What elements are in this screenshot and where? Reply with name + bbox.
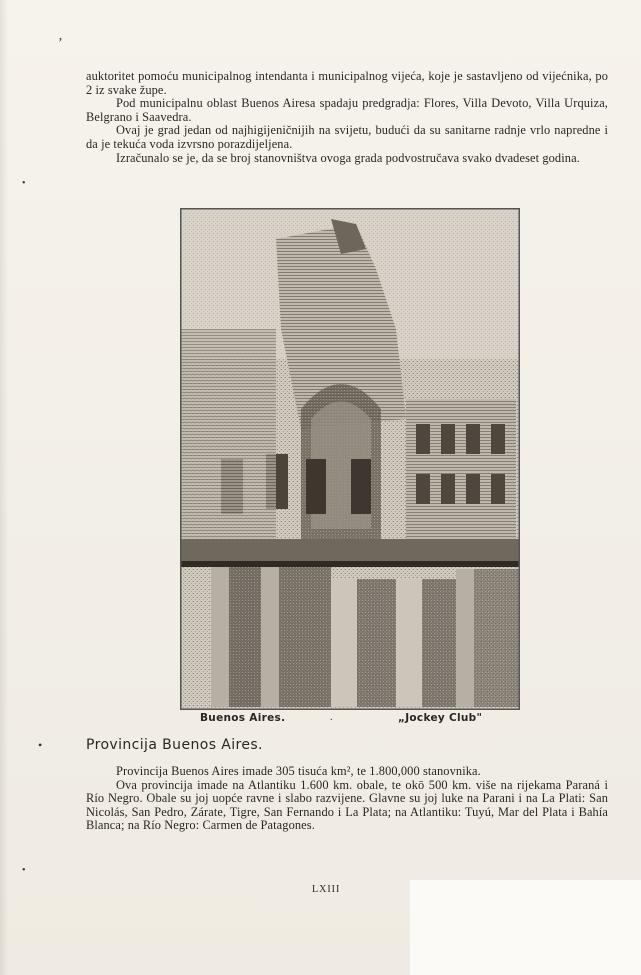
jockey-club-photo	[180, 208, 520, 710]
margin-bullet: •	[38, 738, 43, 752]
top-text-block	[86, 70, 608, 165]
blank-paper-patch	[410, 880, 641, 975]
paragraph: Pod municipalnu oblast Buenos Airesa spadaju predgradja: Flores, Villa Devoto, Villa Urquiza, Belgrano i Saavedra.	[86, 96, 608, 124]
page-number: LXIII	[312, 884, 341, 895]
paragraph: Ovaj je grad jedan od najhigijeničnijih na svijetu, budući da su sanitarne radnje vrlo napredne i da je tekuća voda izvrsno porazdijeljena.	[86, 123, 608, 151]
paragraph: auktoritet pomoću municipalnog intendanta i municipalnog vijeća, koje je sastavljeno od vijećnika, po 2 iz svake župe.	[86, 69, 608, 97]
figure-caption-place: Buenos Aires.	[200, 712, 286, 724]
section-heading: Provincija Buenos Aires.	[86, 737, 263, 753]
paragraph: Provincija Buenos Aires imade 305 tisuća km², te 1.800,000 stanovnika.	[116, 764, 481, 778]
building-illustration	[181, 209, 519, 709]
figure-caption-title: „Jockey Club"	[398, 712, 483, 724]
margin-dot: •	[22, 178, 26, 189]
paragraph: Ova provincija imade na Atlantiku 1.600 km. obale, te okō 500 km. više na rijekama Paraná i Río Negro. Obale su joj uopće ravne i slabo razvijene. Glavne su joj luke na Parani i na La Plati: San Nicolás, San Pedro, Zárate, Tigre, San Fernando i La Plata; na Atlantiku: Tuyú, Mar del Plata i Bahía Blanca; na Río Negro: Carmen de Patagones.	[86, 777, 608, 833]
scan-edge-shadow	[0, 0, 8, 975]
scan-mark: ’	[58, 36, 63, 51]
margin-dot: •	[22, 865, 26, 876]
paragraph: Izračunalo se je, da se broj stanovništva ovoga grada podvostručava svako dvadeset godina.	[116, 150, 580, 165]
caption-separator: .	[330, 712, 333, 723]
bottom-text-block	[86, 765, 608, 833]
